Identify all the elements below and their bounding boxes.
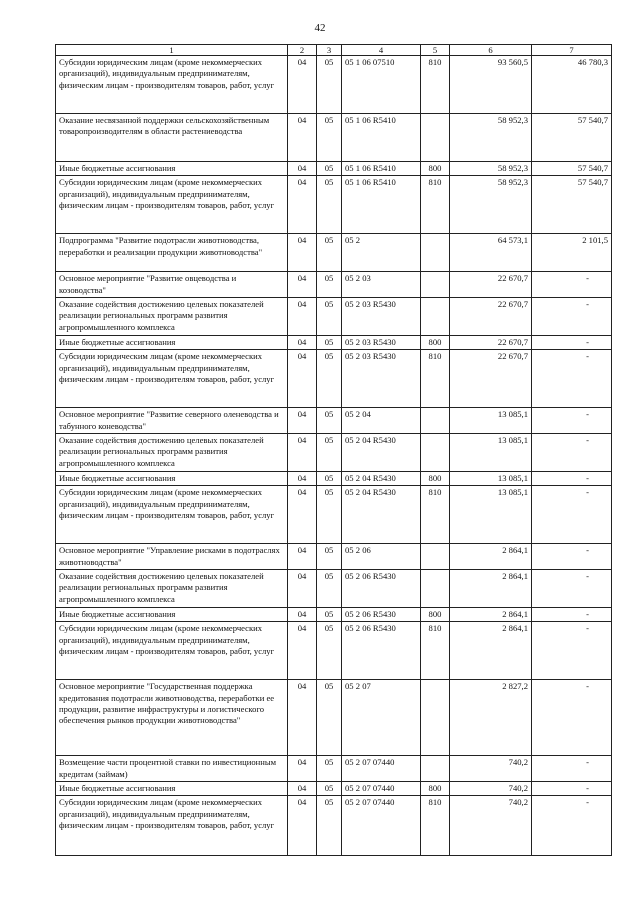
row-amount-1: 2 864,1: [450, 570, 532, 608]
row-name: Субсидии юридическим лицам (кроме некоммерческих организаций), индивидуальным предпринимателям, физическим лицам - производителям товаров, работ, услуг: [56, 350, 288, 408]
row-target-code: 05 1 06 07510: [342, 56, 421, 114]
row-amount-2: -: [532, 570, 612, 608]
table-row: [56, 782, 612, 796]
row-section: 04: [288, 56, 317, 114]
table-row: [56, 434, 612, 472]
header-row: [56, 45, 612, 56]
row-amount-2: -: [532, 622, 612, 680]
row-amount-1: 22 670,7: [450, 272, 532, 298]
table-row: [56, 56, 612, 114]
row-target-code: 05 2 04 R5430: [342, 486, 421, 544]
row-amount-2: -: [532, 782, 612, 796]
row-subsection: 05: [317, 570, 342, 608]
row-target-code: 05 1 06 R5410: [342, 162, 421, 176]
table-row: [56, 544, 612, 570]
row-section: 04: [288, 350, 317, 408]
row-target-code: 05 2 07 07440: [342, 756, 421, 782]
table-row: [56, 756, 612, 782]
row-amount-2: -: [532, 544, 612, 570]
row-amount-1: 58 952,3: [450, 162, 532, 176]
row-subsection: 05: [317, 434, 342, 472]
row-target-code: 05 2 07: [342, 680, 421, 756]
row-subsection: 05: [317, 56, 342, 114]
row-name: Подпрограмма "Развитие подотрасли животноводства, переработки и реализации продукции животноводства": [56, 234, 288, 272]
row-name: Субсидии юридическим лицам (кроме некоммерческих организаций), индивидуальным предпринимателям, физическим лицам - производителям товаров, работ, услуг: [56, 176, 288, 234]
col-header-amount1: 6: [450, 45, 532, 56]
row-name: Основное мероприятие "Развитие овцеводства и козоводства": [56, 272, 288, 298]
row-section: 04: [288, 486, 317, 544]
row-name: Иные бюджетные ассигнования: [56, 162, 288, 176]
row-section: 04: [288, 162, 317, 176]
row-expense-type: 800: [421, 336, 450, 350]
row-name: Иные бюджетные ассигнования: [56, 472, 288, 486]
row-section: 04: [288, 680, 317, 756]
row-expense-type: [421, 570, 450, 608]
row-name: Оказание содействия достижению целевых показателей реализации региональных программ развития агропромышленного комплекса: [56, 298, 288, 336]
table-row: [56, 176, 612, 234]
row-section: 04: [288, 408, 317, 434]
row-amount-1: 22 670,7: [450, 350, 532, 408]
row-name: Основное мероприятие "Государственная поддержка кредитования подотрасли животноводства, переработки ее продукции, развитие инфраструктуры и логистического обеспечения рынков продукции животноводства": [56, 680, 288, 756]
row-expense-type: 810: [421, 486, 450, 544]
row-subsection: 05: [317, 680, 342, 756]
table-row: [56, 796, 612, 856]
row-amount-2: -: [532, 756, 612, 782]
row-amount-2: 46 780,3: [532, 56, 612, 114]
row-target-code: 05 2 07 07440: [342, 782, 421, 796]
row-name: Субсидии юридическим лицам (кроме некоммерческих организаций), индивидуальным предпринимателям, физическим лицам - производителям товаров, работ, услуг: [56, 56, 288, 114]
row-amount-2: -: [532, 272, 612, 298]
row-section: 04: [288, 298, 317, 336]
row-subsection: 05: [317, 298, 342, 336]
row-subsection: 05: [317, 472, 342, 486]
row-amount-2: -: [532, 434, 612, 472]
row-amount-2: -: [532, 472, 612, 486]
row-section: 04: [288, 544, 317, 570]
row-amount-2: -: [532, 680, 612, 756]
row-name: Субсидии юридическим лицам (кроме некоммерческих организаций), индивидуальным предпринимателям, физическим лицам - производителям товаров, работ, услуг: [56, 796, 288, 856]
row-expense-type: [421, 272, 450, 298]
row-subsection: 05: [317, 544, 342, 570]
row-section: 04: [288, 796, 317, 856]
row-subsection: 05: [317, 336, 342, 350]
row-target-code: 05 2 06 R5430: [342, 608, 421, 622]
row-name: Оказание содействия достижению целевых показателей реализации региональных программ развития агропромышленного комплекса: [56, 434, 288, 472]
row-expense-type: [421, 408, 450, 434]
row-subsection: 05: [317, 234, 342, 272]
row-target-code: 05 2 03: [342, 272, 421, 298]
table-row: [56, 486, 612, 544]
table-row: [56, 408, 612, 434]
row-section: 04: [288, 434, 317, 472]
row-name: Иные бюджетные ассигнования: [56, 782, 288, 796]
row-expense-type: [421, 680, 450, 756]
row-amount-1: 58 952,3: [450, 176, 532, 234]
row-name: Возмещение части процентной ставки по инвестиционным кредитам (займам): [56, 756, 288, 782]
col-header-section: 2: [288, 45, 317, 56]
row-expense-type: [421, 298, 450, 336]
row-expense-type: [421, 234, 450, 272]
table-row: [56, 234, 612, 272]
table-row: [56, 114, 612, 162]
row-section: 04: [288, 336, 317, 350]
page-number: 42: [314, 22, 326, 34]
row-target-code: 05 2 03 R5430: [342, 336, 421, 350]
col-header-target: 4: [342, 45, 421, 56]
row-name: Иные бюджетные ассигнования: [56, 608, 288, 622]
row-expense-type: 800: [421, 608, 450, 622]
row-amount-1: 13 085,1: [450, 434, 532, 472]
row-amount-1: 740,2: [450, 782, 532, 796]
row-name: Оказание содействия достижению целевых показателей реализации региональных программ развития агропромышленного комплекса: [56, 570, 288, 608]
row-subsection: 05: [317, 176, 342, 234]
row-target-code: 05 2 04 R5430: [342, 472, 421, 486]
row-subsection: 05: [317, 114, 342, 162]
row-amount-2: -: [532, 298, 612, 336]
budget-table: [55, 44, 612, 856]
row-subsection: 05: [317, 796, 342, 856]
table-row: [56, 570, 612, 608]
row-name: Субсидии юридическим лицам (кроме некоммерческих организаций), индивидуальным предпринимателям, физическим лицам - производителям товаров, работ, услуг: [56, 486, 288, 544]
row-target-code: 05 2 07 07440: [342, 796, 421, 856]
row-expense-type: 800: [421, 162, 450, 176]
row-name: Основное мероприятие "Управление рисками в подотраслях животноводства": [56, 544, 288, 570]
row-section: 04: [288, 234, 317, 272]
table-row: [56, 162, 612, 176]
row-target-code: 05 2 06 R5430: [342, 570, 421, 608]
row-name: Субсидии юридическим лицам (кроме некоммерческих организаций), индивидуальным предпринимателям, физическим лицам - производителям товаров, работ, услуг: [56, 622, 288, 680]
row-target-code: 05 2 03 R5430: [342, 350, 421, 408]
table-row: [56, 336, 612, 350]
row-subsection: 05: [317, 608, 342, 622]
row-amount-1: 2 827,2: [450, 680, 532, 756]
row-section: 04: [288, 622, 317, 680]
row-amount-1: 13 085,1: [450, 472, 532, 486]
row-amount-2: 2 101,5: [532, 234, 612, 272]
row-target-code: 05 2 03 R5430: [342, 298, 421, 336]
table-row: [56, 298, 612, 336]
row-amount-1: 740,2: [450, 756, 532, 782]
row-amount-2: 57 540,7: [532, 162, 612, 176]
row-expense-type: [421, 114, 450, 162]
col-header-subsection: 3: [317, 45, 342, 56]
row-target-code: 05 2 04 R5430: [342, 434, 421, 472]
row-target-code: 05 2 04: [342, 408, 421, 434]
row-subsection: 05: [317, 486, 342, 544]
row-amount-1: 2 864,1: [450, 544, 532, 570]
row-amount-1: 22 670,7: [450, 336, 532, 350]
table-row: [56, 350, 612, 408]
row-target-code: 05 2: [342, 234, 421, 272]
row-subsection: 05: [317, 622, 342, 680]
row-section: 04: [288, 782, 317, 796]
row-amount-1: 13 085,1: [450, 486, 532, 544]
row-amount-1: 740,2: [450, 796, 532, 856]
table-row: [56, 608, 612, 622]
row-amount-2: -: [532, 408, 612, 434]
row-expense-type: [421, 434, 450, 472]
table-row: [56, 680, 612, 756]
row-amount-1: 93 560,5: [450, 56, 532, 114]
table-row: [56, 272, 612, 298]
row-amount-2: -: [532, 336, 612, 350]
row-amount-1: 58 952,3: [450, 114, 532, 162]
row-amount-2: -: [532, 350, 612, 408]
table-row: [56, 622, 612, 680]
row-section: 04: [288, 472, 317, 486]
row-amount-1: 2 864,1: [450, 622, 532, 680]
row-section: 04: [288, 176, 317, 234]
row-subsection: 05: [317, 756, 342, 782]
row-amount-2: -: [532, 608, 612, 622]
row-target-code: 05 1 06 R5410: [342, 114, 421, 162]
row-amount-2: 57 540,7: [532, 114, 612, 162]
row-expense-type: 800: [421, 782, 450, 796]
row-subsection: 05: [317, 272, 342, 298]
row-amount-1: 22 670,7: [450, 298, 532, 336]
row-expense-type: 810: [421, 350, 450, 408]
row-section: 04: [288, 114, 317, 162]
row-amount-2: -: [532, 486, 612, 544]
row-amount-2: -: [532, 796, 612, 856]
row-subsection: 05: [317, 782, 342, 796]
row-expense-type: [421, 544, 450, 570]
row-amount-1: 13 085,1: [450, 408, 532, 434]
col-header-name: 1: [56, 45, 288, 56]
row-section: 04: [288, 608, 317, 622]
row-name: Иные бюджетные ассигнования: [56, 336, 288, 350]
table-row: [56, 472, 612, 486]
row-expense-type: 810: [421, 622, 450, 680]
row-subsection: 05: [317, 350, 342, 408]
col-header-vr: 5: [421, 45, 450, 56]
row-expense-type: 810: [421, 176, 450, 234]
row-target-code: 05 2 06: [342, 544, 421, 570]
row-subsection: 05: [317, 408, 342, 434]
row-name: Оказание несвязанной поддержки сельскохозяйственным товаропроизводителям в области растениеводства: [56, 114, 288, 162]
row-expense-type: [421, 756, 450, 782]
row-section: 04: [288, 570, 317, 608]
row-name: Основное мероприятие "Развитие северного оленеводства и табунного коневодства": [56, 408, 288, 434]
col-header-amount2: 7: [532, 45, 612, 56]
row-section: 04: [288, 272, 317, 298]
row-target-code: 05 1 06 R5410: [342, 176, 421, 234]
row-amount-2: 57 540,7: [532, 176, 612, 234]
row-amount-1: 64 573,1: [450, 234, 532, 272]
table-body: [56, 56, 612, 856]
row-expense-type: 800: [421, 472, 450, 486]
row-amount-1: 2 864,1: [450, 608, 532, 622]
row-subsection: 05: [317, 162, 342, 176]
row-target-code: 05 2 06 R5430: [342, 622, 421, 680]
row-expense-type: 810: [421, 56, 450, 114]
row-section: 04: [288, 756, 317, 782]
row-expense-type: 810: [421, 796, 450, 856]
